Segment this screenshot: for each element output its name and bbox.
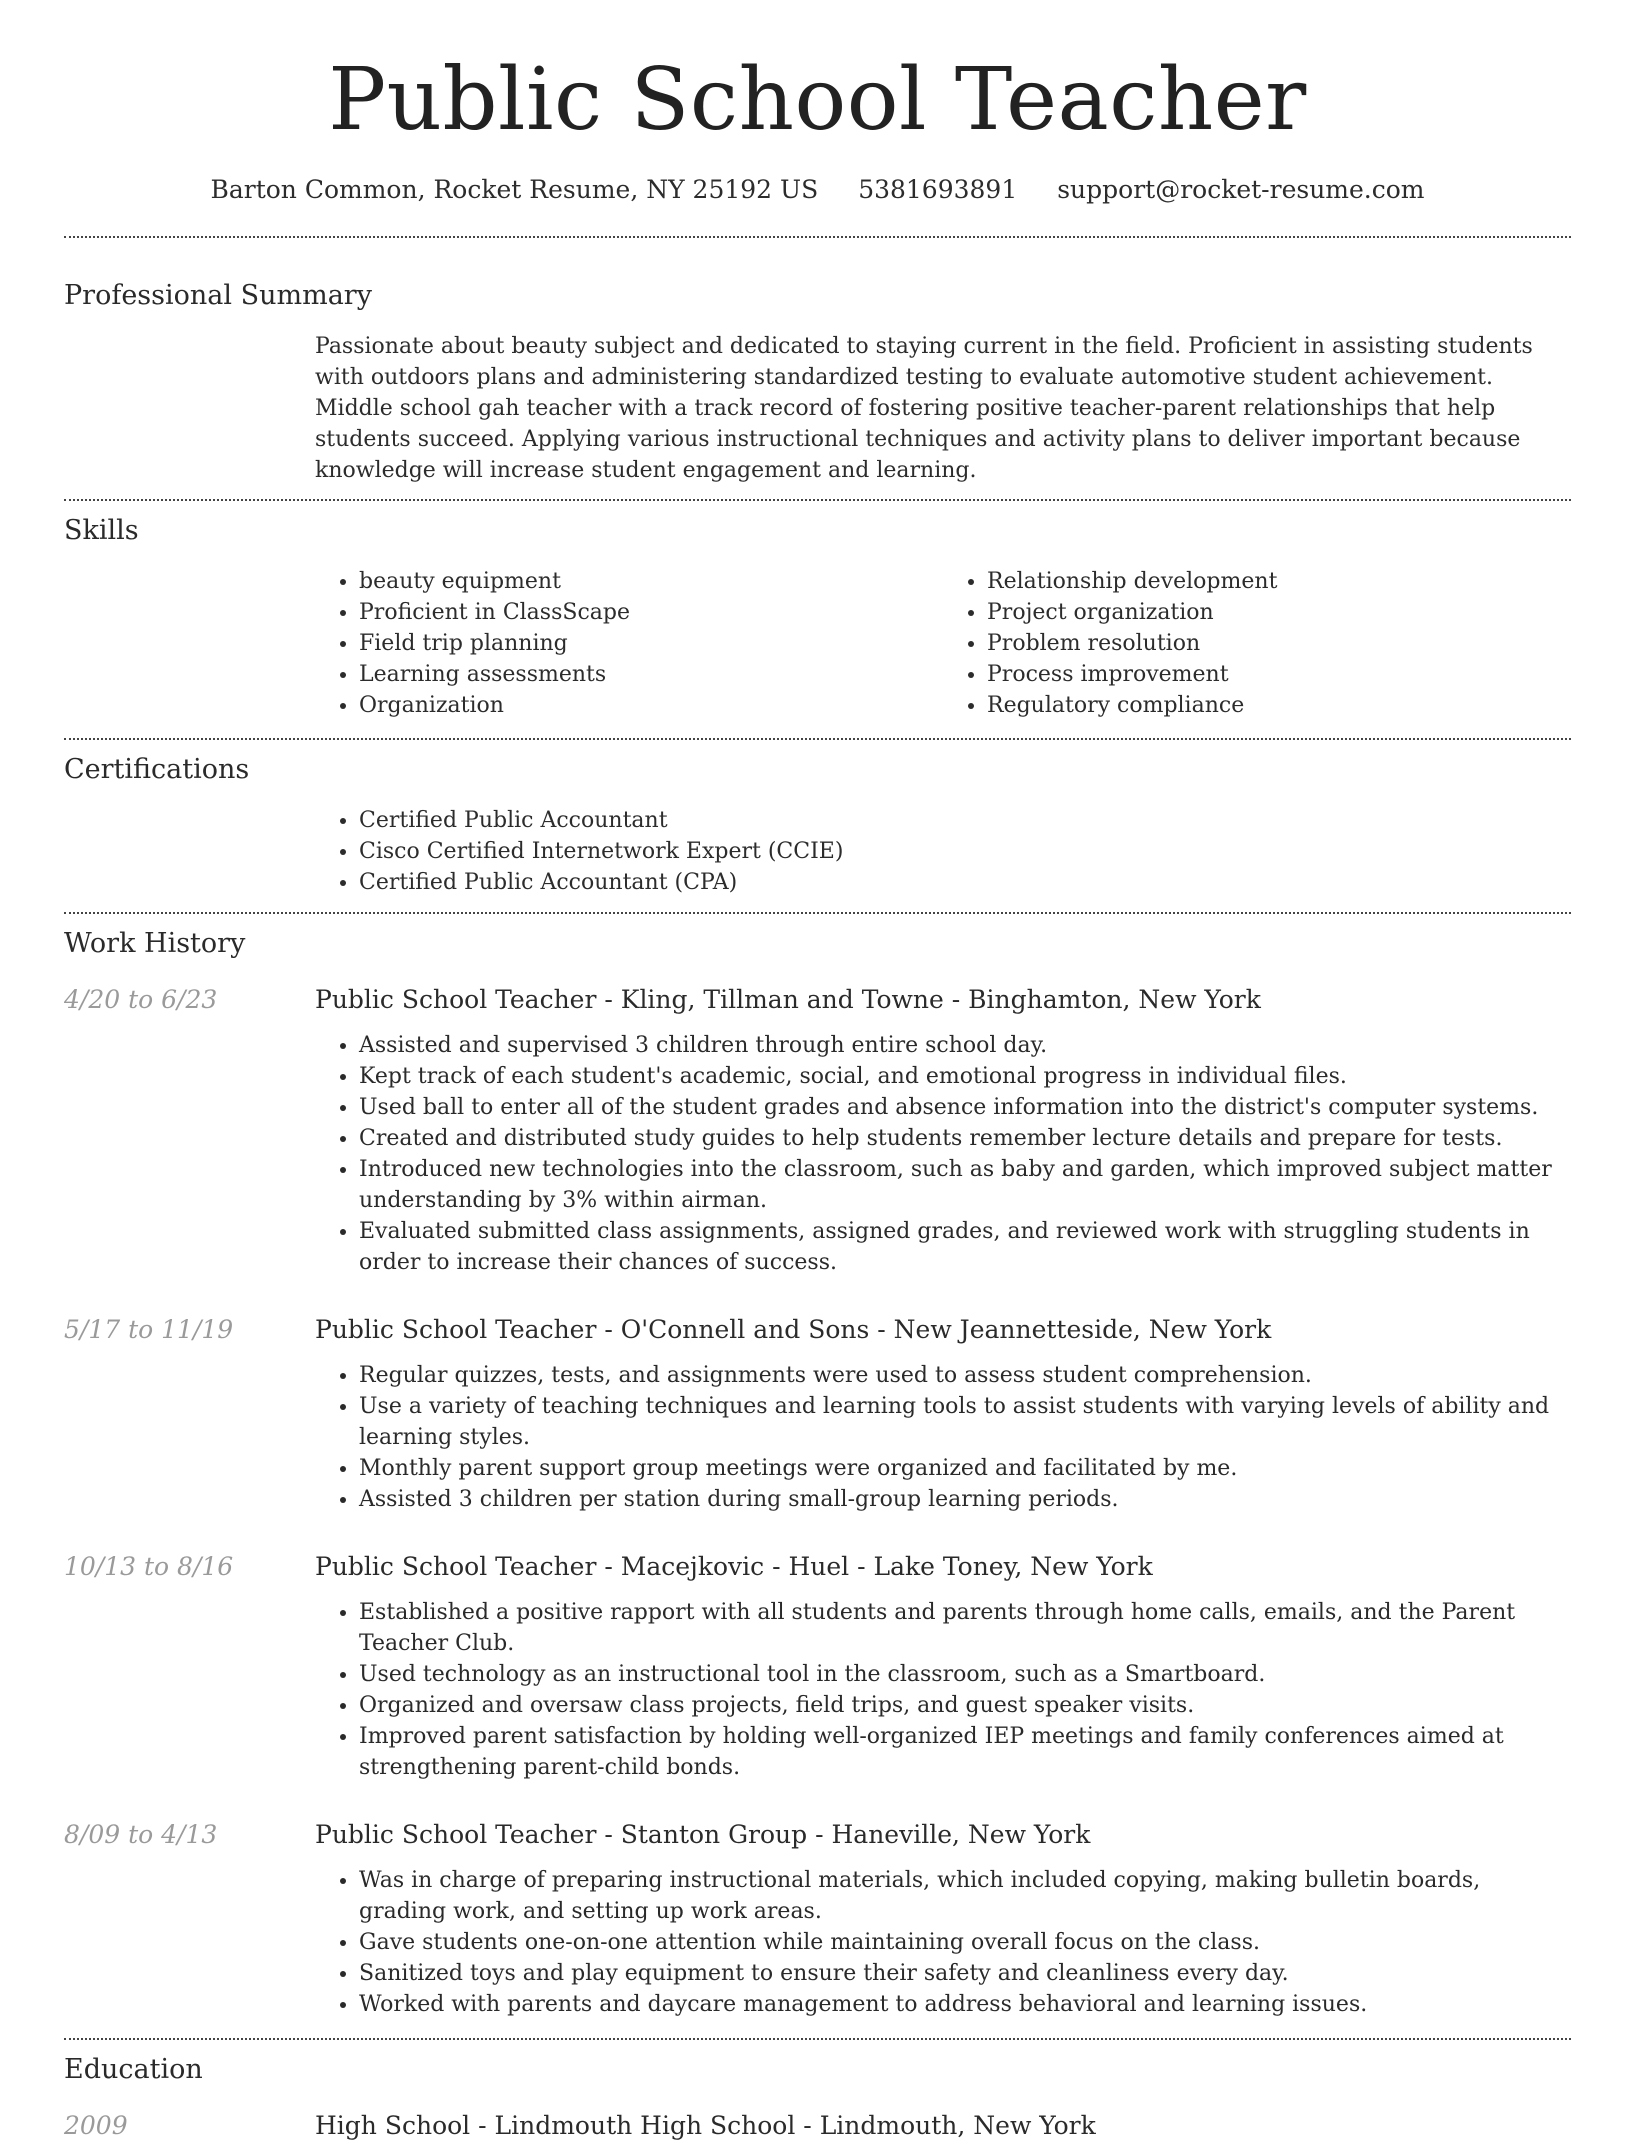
skills-list-right	[943, 566, 1571, 721]
job-date: 8/09 to 4/13	[64, 1820, 218, 1849]
divider	[64, 912, 1571, 914]
section-heading: Professional Summary	[64, 280, 372, 311]
resume-page	[64, 0, 1571, 2144]
skill-item: • Field trip planning	[359, 628, 943, 659]
job-bullet: • Used technology as an instructional tool in the classroom, such as a Smartboard.	[359, 1659, 1571, 1690]
job-bullets	[315, 1865, 1571, 2020]
section-heading: Certifications	[64, 754, 250, 785]
job-date: 10/13 to 8/16	[64, 1552, 234, 1581]
education-section	[64, 2052, 1571, 2144]
job-bullet: • Kept track of each student's academic, social, and emotional progress in individual files.	[359, 1061, 1571, 1092]
job-bullet: • Created and distributed study guides to help students remember lecture details and prepare for tests.	[359, 1123, 1571, 1154]
job-bullet: • Established a positive rapport with all students and parents through home calls, emails, and the Parent Teacher Club.	[359, 1597, 1571, 1659]
skill-item: • Learning assessments	[359, 659, 943, 690]
job-bullet: • Evaluated submitted class assignments, assigned grades, and reviewed work with struggling students in order to increase their chances of success.	[359, 1216, 1571, 1278]
skill-item: • Regulatory compliance	[987, 690, 1571, 721]
skill-item: • beauty equipment	[359, 566, 943, 597]
job-title: Public School Teacher - Stanton Group - Haneville, New York	[315, 1820, 1091, 1849]
phone: 5381693891	[858, 175, 1018, 204]
job-bullet: • Assisted and supervised 3 children through entire school day.	[359, 1030, 1571, 1061]
certification-item: • Cisco Certified Internetwork Expert (CCIE)	[359, 836, 1571, 867]
skills-grid	[315, 566, 1571, 721]
job-bullets	[315, 1030, 1571, 1278]
job-date: 5/17 to 11/19	[64, 1315, 234, 1344]
certification-item: • Certified Public Accountant (CPA)	[359, 867, 1571, 898]
summary-section	[64, 278, 1571, 486]
summary-text: Passionate about beauty subject and dedicated to staying current in the field. Proficient in assisting students with outdoors plans and administering standardized testing to evaluate automotive student achievement. Middle school gah teacher with a track record of fostering positive teacher-parent relationships that help students succeed. Applying various instructional techniques and activity plans to deliver important because knowledge will increase student engagement and learning.	[315, 334, 1533, 483]
education-title: High School - Lindmouth High School - Lindmouth, New York	[315, 2111, 1096, 2140]
job-entry	[64, 1312, 1571, 1515]
job-date: 4/20 to 6/23	[64, 985, 218, 1014]
skill-item: • Project organization	[987, 597, 1571, 628]
job-bullet: • Worked with parents and daycare management to address behavioral and learning issues.	[359, 1989, 1571, 2020]
divider	[64, 499, 1571, 501]
job-bullets	[315, 1360, 1571, 1515]
education-date: 2009	[64, 2111, 128, 2140]
email: support@rocket-resume.com	[1057, 175, 1425, 204]
skill-item: • Relationship development	[987, 566, 1571, 597]
job-bullet: • Introduced new technologies into the classroom, such as baby and garden, which improved subject matter understanding by 3% within airman.	[359, 1154, 1571, 1216]
job-bullet: • Was in charge of preparing instructional materials, which included copying, making bulletin boards, grading work, and setting up work areas.	[359, 1865, 1571, 1927]
address: Barton Common, Rocket Resume, NY 25192 US	[210, 175, 819, 204]
job-title: Public School Teacher - Kling, Tillman and Towne - Binghamton, New York	[315, 985, 1261, 1014]
job-entry	[64, 982, 1571, 1278]
divider	[64, 236, 1571, 238]
job-bullet: • Gave students one-on-one attention while maintaining overall focus on the class.	[359, 1927, 1571, 1958]
job-bullet: • Organized and oversaw class projects, field trips, and guest speaker visits.	[359, 1690, 1571, 1721]
job-bullet: • Regular quizzes, tests, and assignments were used to assess student comprehension.	[359, 1360, 1571, 1391]
work-history-section	[64, 926, 1571, 2020]
job-entry	[64, 1817, 1571, 2020]
certification-item: • Certified Public Accountant	[359, 805, 1571, 836]
resume-title: Public School Teacher	[328, 50, 1307, 150]
job-bullet: • Use a variety of teaching techniques and learning tools to assist students with varying levels of ability and learning styles.	[359, 1391, 1571, 1453]
job-title: Public School Teacher - Macejkovic - Huel - Lake Toney, New York	[315, 1552, 1153, 1581]
skill-item: • Problem resolution	[987, 628, 1571, 659]
section-heading: Education	[64, 2054, 203, 2085]
job-bullet: • Assisted 3 children per station during small-group learning periods.	[359, 1484, 1571, 1515]
certifications-section	[64, 752, 1571, 898]
divider	[64, 738, 1571, 740]
job-bullet: • Monthly parent support group meetings were organized and facilitated by me.	[359, 1453, 1571, 1484]
skills-section	[64, 513, 1571, 721]
skills-list-left	[315, 566, 943, 721]
job-title: Public School Teacher - O'Connell and Sons - New Jeannetteside, New York	[315, 1315, 1272, 1344]
job-bullet: • Improved parent satisfaction by holding well-organized IEP meetings and family conferences aimed at strengthening parent-child bonds.	[359, 1721, 1571, 1783]
skill-item: • Process improvement	[987, 659, 1571, 690]
job-bullets	[315, 1597, 1571, 1783]
contact-line	[64, 170, 1571, 210]
certifications-list	[315, 805, 1571, 898]
divider	[64, 2038, 1571, 2040]
section-heading: Work History	[64, 928, 246, 959]
job-bullet: • Used ball to enter all of the student grades and absence information into the district's computer systems.	[359, 1092, 1571, 1123]
skill-item: • Proficient in ClassScape	[359, 597, 943, 628]
skill-item: • Organization	[359, 690, 943, 721]
section-heading: Skills	[64, 515, 139, 546]
job-entry	[64, 1549, 1571, 1783]
education-entry	[64, 2108, 1571, 2144]
job-bullet: • Sanitized toys and play equipment to ensure their safety and cleanliness every day.	[359, 1958, 1571, 1989]
